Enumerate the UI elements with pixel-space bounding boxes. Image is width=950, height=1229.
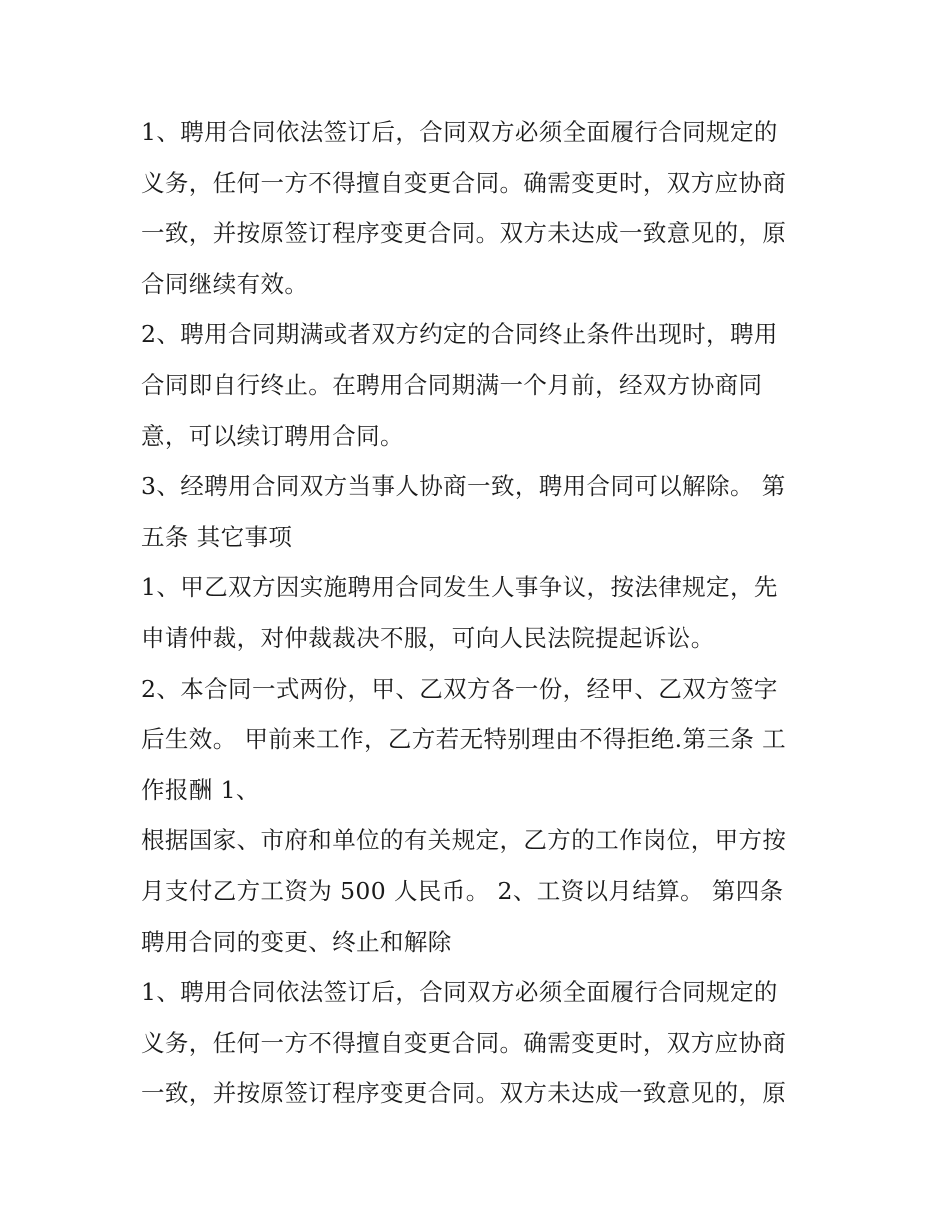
text-line: 义务，任何一方不得擅自变更合同。确需变更时，双方应协商: [141, 168, 787, 197]
text-line: 五条 其它事项: [141, 522, 293, 551]
text-line: 2、聘用合同期满或者双方约定的合同终止条件出现时，聘用: [141, 320, 778, 349]
text-line: 聘用合同的变更、终止和解除: [141, 927, 452, 956]
text-line: 合同继续有效。: [141, 269, 309, 298]
text-line: 1、聘用合同依法签订后，合同双方必须全面履行合同规定的: [141, 978, 778, 1007]
text-line: 后生效。 甲前来工作，乙方若无特别理由不得拒绝.第三条 工: [141, 725, 787, 754]
text-line: 合同即自行终止。在聘用合同期满一个月前，经双方协商同: [141, 370, 763, 399]
text-line: 一致，并按原签订程序变更合同。双方未达成一致意见的，原: [141, 219, 787, 248]
text-line: 一致，并按原签订程序变更合同。双方未达成一致意见的，原: [141, 1079, 787, 1108]
text-line: 义务，任何一方不得擅自变更合同。确需变更时，双方应协商: [141, 1028, 787, 1057]
text-line: 月支付乙方工资为 500 人民币。 2、工资以月结算。 第四条: [141, 876, 784, 905]
text-line: 1、聘用合同依法签订后，合同双方必须全面履行合同规定的: [141, 118, 778, 146]
text-line: 申请仲裁，对仲裁裁决不服，可向人民法院提起诉讼。: [141, 623, 715, 652]
document-body: [141, 107, 821, 1119]
text-line: 2、本合同一式两份，甲、乙双方各一份，经甲、乙双方签字: [141, 674, 778, 703]
text-line: 3、经聘用合同双方当事人协商一致，聘用合同可以解除。 第: [141, 472, 786, 501]
text-line: 1、甲乙双方因实施聘用合同发生人事争议，按法律规定，先: [141, 573, 778, 602]
text-line: 作报酬 1、: [141, 775, 260, 804]
text-line: 根据国家、市府和单位的有关规定，乙方的工作岗位，甲方按: [141, 826, 787, 855]
text-line: 意，可以续订聘用合同。: [141, 421, 404, 450]
